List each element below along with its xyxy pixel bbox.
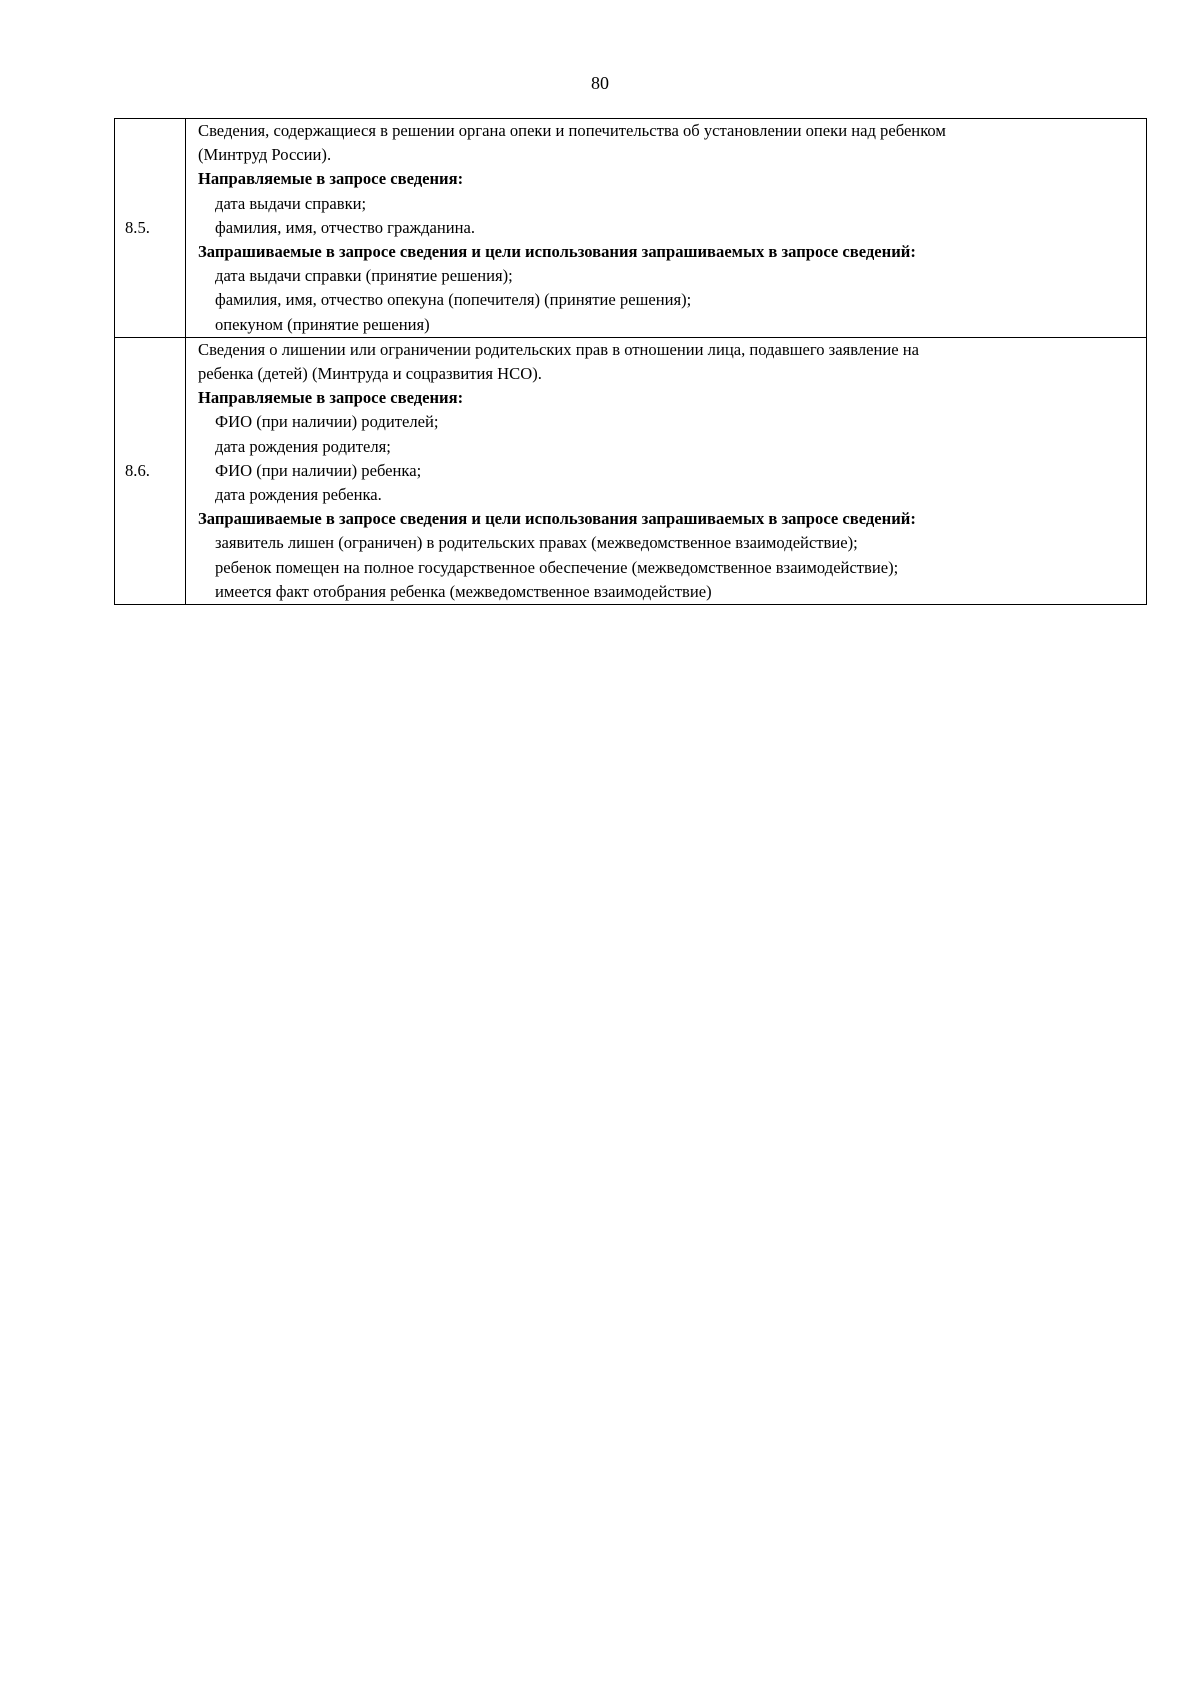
requested-data-item: ребенок помещен на полное государственное обеспечение (межведомственное взаимодействие); [215,557,899,577]
page-number: 80 [591,73,609,93]
requested-data-item: дата выдачи справки (принятие решения); [215,266,513,286]
requested-data-heading: Запрашиваемые в запросе сведения и цели использования запрашиваемых в запросе сведений: [198,509,916,529]
requested-data-item: опекуном (принятие решения) [215,314,430,334]
sent-data-item: дата рождения родителя; [215,436,391,456]
description-line: (Минтруд России). [198,145,332,165]
requested-data-item: фамилия, имя, отчество опекуна (попечителя) (принятие решения); [215,290,692,310]
requested-data-item: заявитель лишен (ограничен) в родительских правах (межведомственное взаимодействие); [215,533,858,553]
sent-data-item: ФИО (при наличии) родителей; [215,412,439,432]
sent-data-item: ФИО (при наличии) ребенка; [215,460,422,480]
row-number: 8.6. [115,337,186,604]
requests-table [114,118,1147,605]
description-line: Сведения, содержащиеся в решении органа опеки и попечительства об установлении опеки над ребенком [198,121,946,140]
requested-data-heading: Запрашиваемые в запросе сведения и цели использования запрашиваемых в запросе сведений: [198,242,916,262]
requested-data-item: имеется факт отобрания ребенка (межведомственное взаимодействие) [215,581,712,601]
sent-data-item: дата выдачи справки; [215,193,367,213]
description-line: ребенка (детей) (Минтруда и соцразвития НСО). [198,364,542,384]
table-row [115,119,1147,338]
row-number: 8.5. [115,119,186,338]
sent-data-item: фамилия, имя, отчество гражданина. [215,217,476,237]
row-content [186,119,1147,338]
sent-data-item: дата рождения ребенка. [215,485,382,505]
description-line: Сведения о лишении или ограничении родительских прав в отношении лица, подавшего заявление на [198,339,920,359]
sent-data-heading: Направляемые в запросе сведения: [198,388,464,408]
row-content [186,337,1147,604]
table-row [115,337,1147,604]
sent-data-heading: Направляемые в запросе сведения: [198,169,464,189]
